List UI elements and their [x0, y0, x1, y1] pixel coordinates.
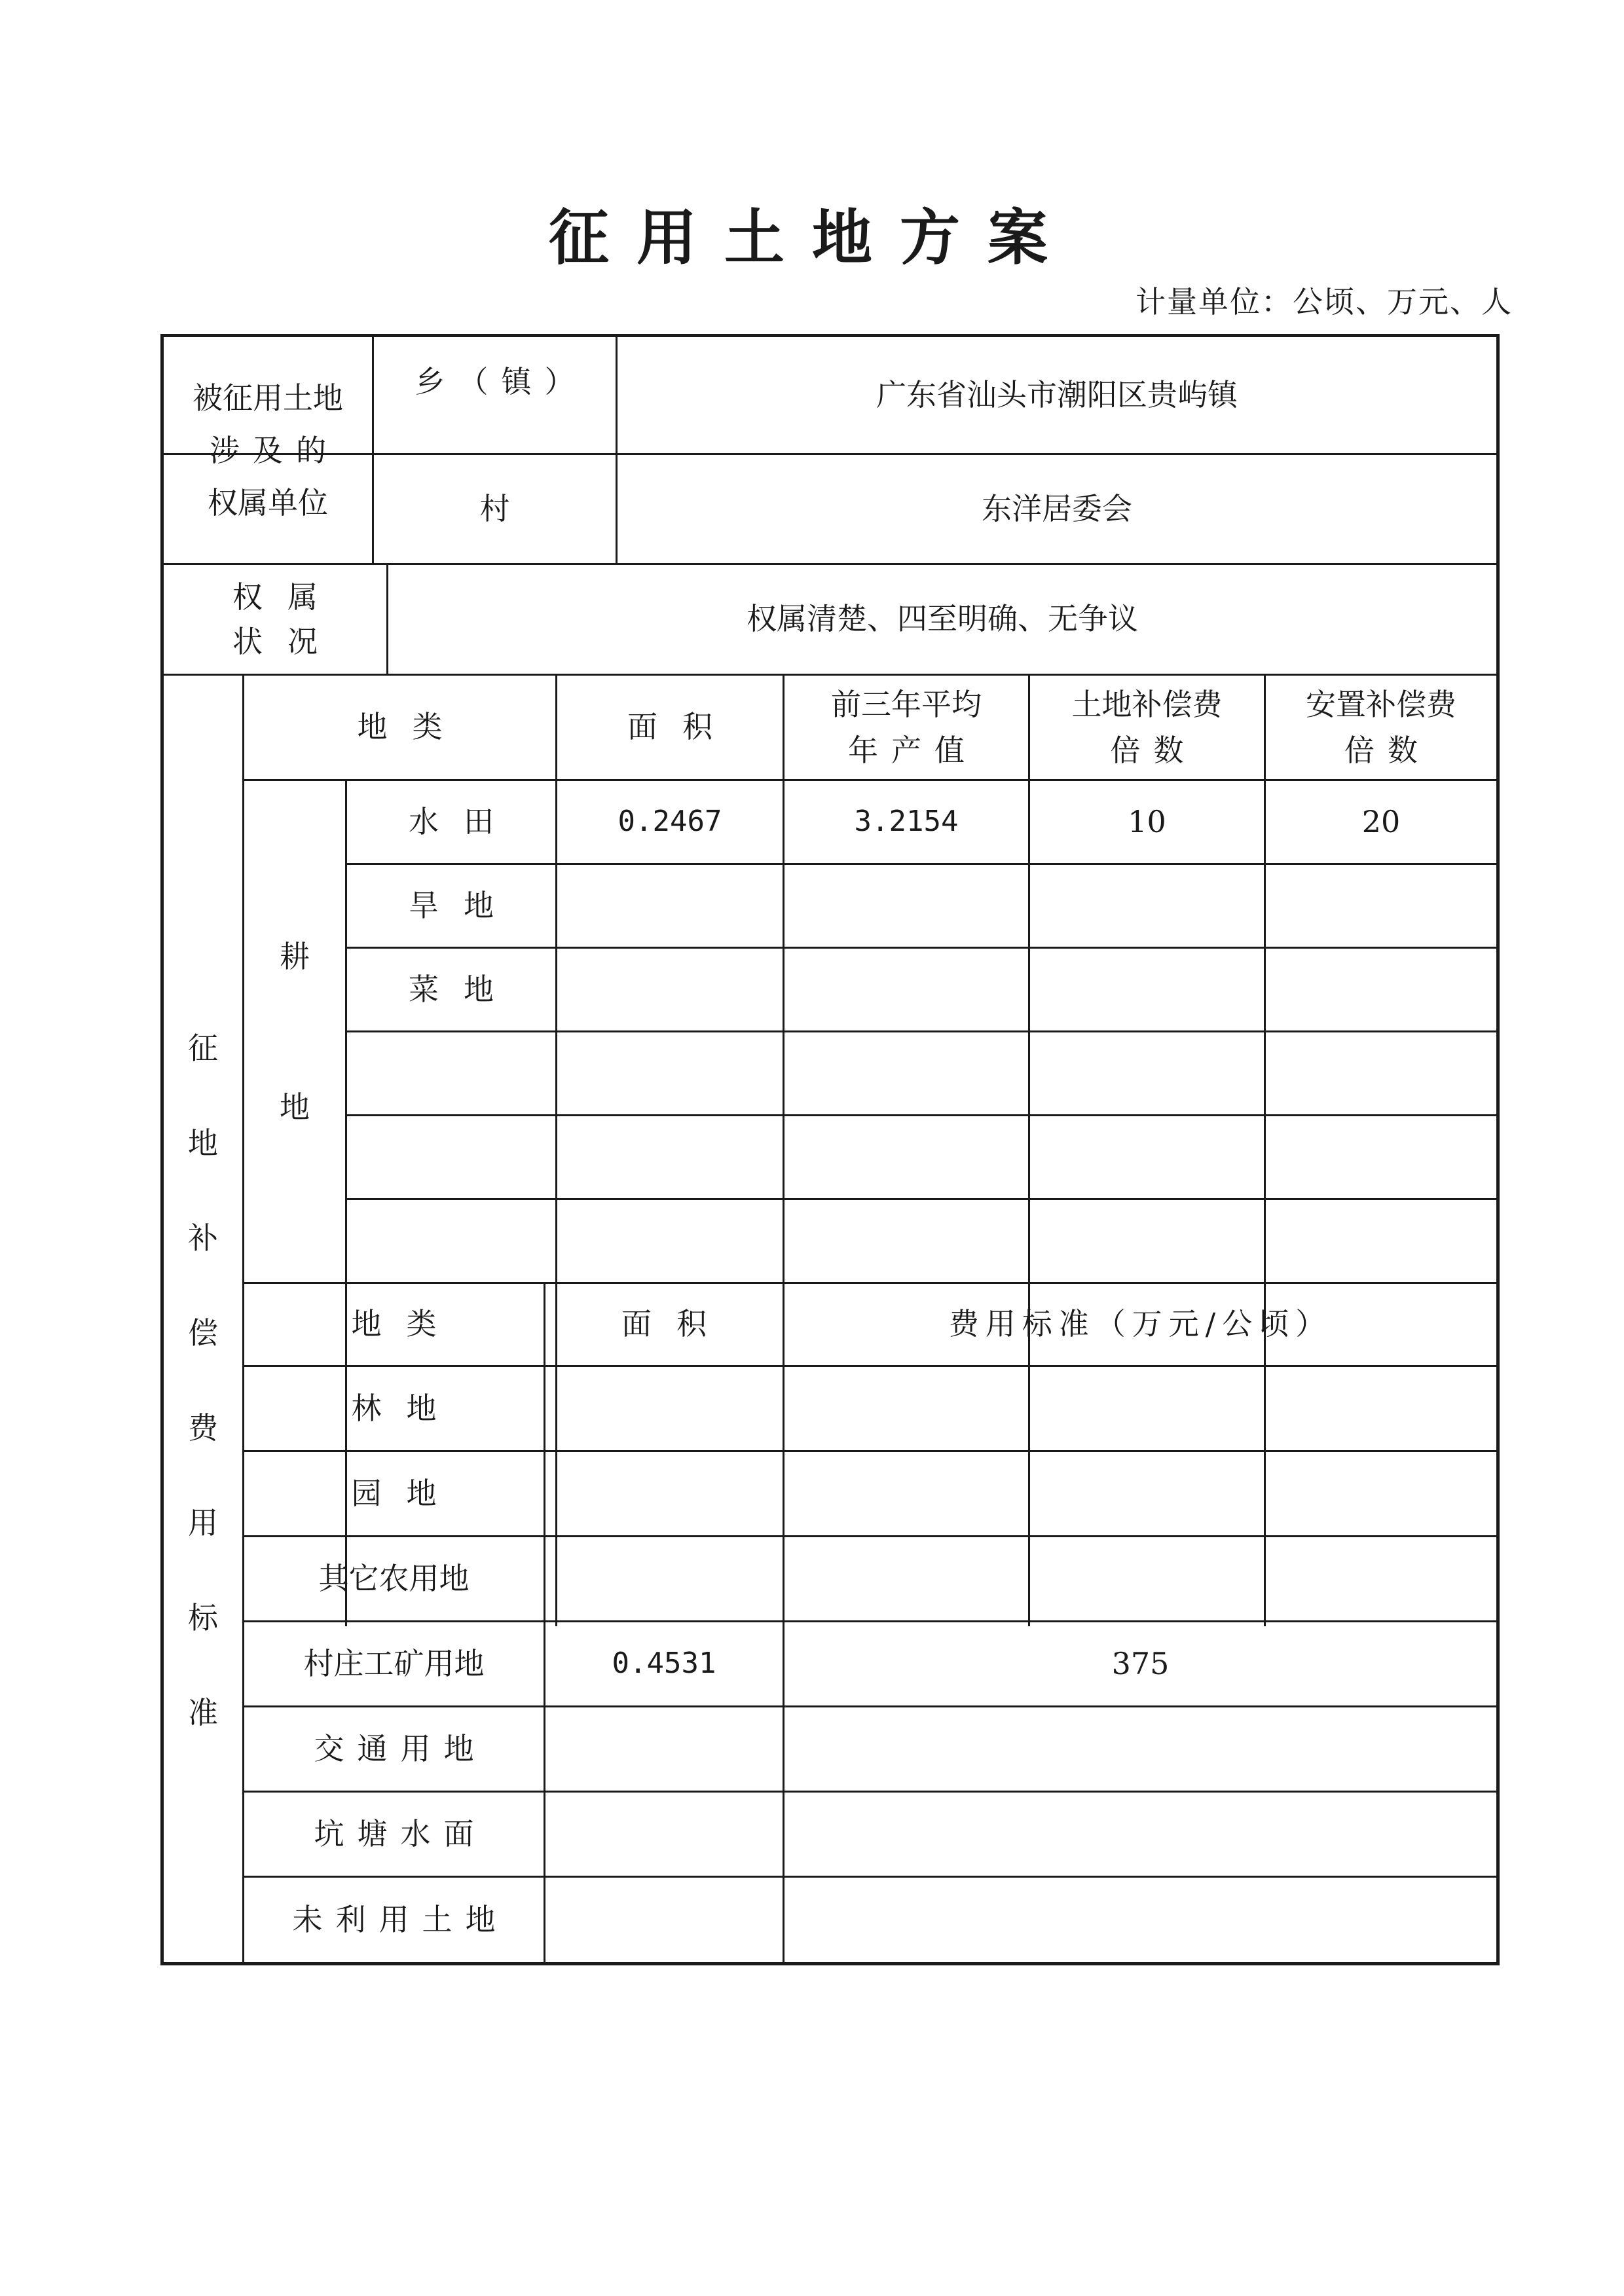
cultivated-header-land-type: 地类	[357, 709, 468, 745]
other-row-type: 村庄工矿用地	[303, 1645, 485, 1681]
cultivated-row-type: 菜地	[409, 971, 519, 1007]
ownership-status-label-line: 权属	[232, 579, 342, 615]
side-label-char: 地	[188, 1125, 218, 1161]
side-label-char: 费	[188, 1410, 218, 1446]
header-line: 倍数	[1110, 733, 1197, 768]
land-acquisition-table	[160, 334, 1500, 1965]
ownership-unit-label	[164, 337, 372, 563]
other-row-type: 其它农用地	[318, 1560, 470, 1596]
other-row-type: 林地	[351, 1390, 462, 1426]
cultivated-header-land-multiple	[1030, 676, 1264, 779]
other-row-standard: 375	[1111, 1645, 1170, 1681]
ownership-unit-label-line: 涉及的	[210, 432, 339, 468]
ownership-status-value: 权属清楚、四至明确、无争议	[747, 601, 1138, 637]
other-header-area: 面积	[621, 1306, 731, 1342]
village-label: 村	[479, 490, 510, 526]
cultivated-header-resettle-multiple	[1266, 676, 1496, 779]
side-label-char: 准	[188, 1695, 218, 1730]
ownership-unit-label-line: 权属单位	[208, 484, 328, 520]
group-label-char: 地	[280, 1089, 310, 1125]
other-row-type: 未利用土地	[292, 1901, 509, 1937]
side-label-char: 用	[188, 1505, 218, 1540]
other-row-type: 交通用地	[314, 1730, 487, 1766]
other-row-area: 0.4531	[612, 1647, 716, 1681]
header-line: 安置补偿费	[1306, 687, 1456, 722]
compensation-side-label	[164, 674, 242, 1962]
other-row-type: 坑塘水面	[314, 1815, 487, 1851]
township-value: 广东省汕头市潮阳区贵屿镇	[876, 376, 1238, 412]
side-label-char: 偿	[188, 1315, 218, 1351]
cultivated-row-area: 0.2467	[618, 805, 722, 839]
cultivated-row-resettle-multiple: 20	[1361, 803, 1401, 839]
cultivated-row-type: 旱地	[409, 887, 519, 923]
other-header-land-type: 地类	[351, 1306, 462, 1342]
cultivated-header-area: 面积	[627, 709, 737, 745]
header-line: 土地补偿费	[1071, 687, 1223, 722]
cultivated-row-land-multiple: 10	[1128, 803, 1166, 839]
header-line: 倍数	[1344, 733, 1431, 768]
other-header-fee-standard: 费用标准（万元/公顷）	[948, 1306, 1333, 1342]
group-label-char: 耕	[280, 938, 310, 974]
cultivated-header-avg-output	[784, 676, 1028, 779]
ownership-status-label	[164, 565, 386, 674]
unit-note: 计量单位：公顷、万元、人	[1135, 284, 1513, 319]
side-label-char: 补	[188, 1220, 218, 1256]
village-value: 东洋居委会	[982, 490, 1132, 526]
other-row-type: 园地	[351, 1475, 462, 1511]
side-label-char: 标	[188, 1600, 218, 1635]
ownership-unit-label-line: 被征用土地	[193, 380, 343, 416]
ownership-status-label-line: 状况	[232, 624, 342, 659]
header-line: 前三年平均	[831, 687, 982, 722]
township-label: 乡（镇）	[415, 363, 588, 399]
cultivated-row-avg-output: 3.2154	[854, 805, 959, 839]
cultivated-row-type: 水田	[409, 803, 519, 839]
header-line: 年产值	[848, 733, 978, 768]
side-label-char: 征	[188, 1030, 218, 1066]
cultivated-group-label	[244, 781, 345, 1282]
page-title: 征用土地方案	[548, 203, 1075, 273]
